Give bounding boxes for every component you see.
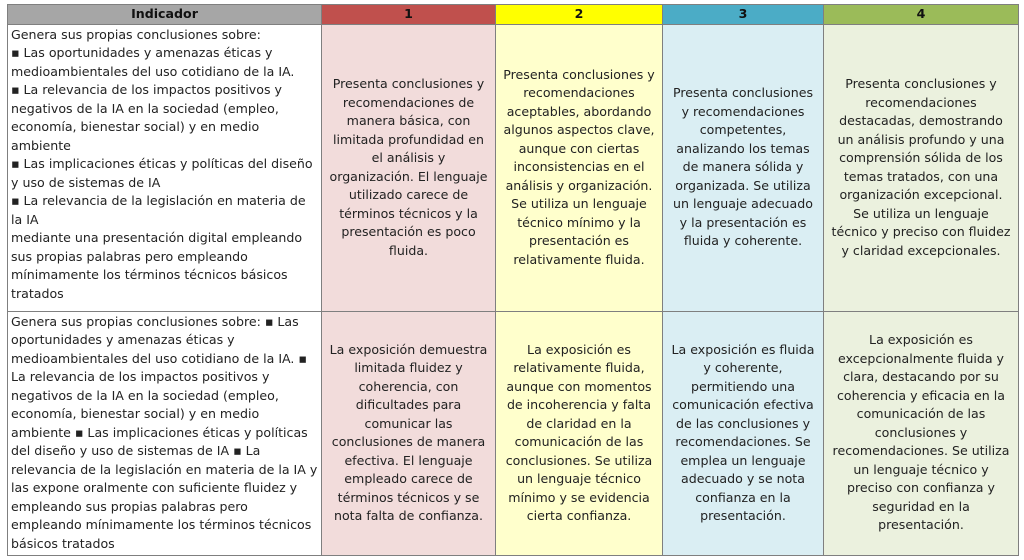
indicator-line: empleando mínimamente los términos técnicos — [11, 517, 312, 532]
header-level-1: 1 — [322, 5, 496, 25]
indicator-cell — [8, 311, 322, 555]
level-2-descriptor: Presenta conclusiones y recomendaciones aceptables, abordando algunos aspectos clave, aunque con ciertas inconsistencias en el análisis y organización. Se utiliza un lenguaje técnico mínimo y la presentación es relativamente fluida. — [496, 24, 663, 311]
level-1-descriptor: La exposición demuestra limitada fluidez y coherencia, con dificultades para comunicar las conclusiones de manera efectiva. El lenguaje empleado carece de términos técnicos y se nota falta de confianza. — [322, 311, 496, 555]
header-level-4: 4 — [824, 5, 1019, 25]
indicator-line: oportunidades y amenazas éticas y — [11, 332, 235, 347]
indicator-line: ▪ Las implicaciones éticas y políticas del diseño — [11, 156, 313, 171]
indicator-line: ambiente ▪ Las implicaciones éticas y políticas — [11, 424, 308, 440]
header-level-2: 2 — [496, 5, 663, 25]
indicator-line: ▪ Las oportunidades y amenazas éticas y — [11, 45, 273, 60]
level-4-descriptor: La exposición es excepcionalmente fluida y clara, destacando por su coherencia y eficacia en la comunicación de las conclusiones y recomendaciones. Se utiliza un lenguaje técnico y preciso con confianza y seguridad en la presentación. — [824, 311, 1019, 555]
indicator-line: ▪ La relevancia de los impactos positivos y — [11, 82, 282, 97]
indicator-line: la IA — [11, 211, 39, 227]
header-row — [8, 5, 1019, 25]
indicator-line: economía, bienestar social) y en medio — [11, 119, 260, 134]
level-2-descriptor: La exposición es relativamente fluida, aunque con momentos de incoherencia y falta de claridad en la comunicación de las conclusiones. Se utiliza un lenguaje técnico mínimo y se evidencia cierta confianza. — [496, 311, 663, 555]
indicator-line: La relevancia de los impactos positivos y — [11, 369, 270, 384]
indicator-line: y uso de sistemas de IA — [11, 174, 161, 190]
level-1-descriptor: Presenta conclusiones y recomendaciones de manera básica, con limitada profundidad en el análisis y organización. El lenguaje utilizado carece de términos técnicos y la presentación es poco fluida. — [322, 24, 496, 311]
indicator-line: las expone oralmente con suficiente fluidez y — [11, 480, 298, 495]
indicator-line: medioambientales del uso cotidiano de la IA. — [11, 63, 295, 79]
indicator-line: Genera sus propias conclusiones sobre: — [11, 26, 261, 42]
indicator-line: economía, bienestar social) y en medio — [11, 406, 260, 421]
rubric-table — [7, 4, 1019, 556]
indicator-line: medioambientales del uso cotidiano de la IA. ▪ — [11, 350, 307, 366]
indicator-line: negativos de la IA en la sociedad (empleo, — [11, 387, 279, 403]
indicator-line: mínimamente los términos técnicos básicos — [11, 267, 288, 282]
indicator-line: básicos tratados — [11, 535, 115, 551]
indicator-line: relevancia de la legislación en materia de la IA y — [11, 461, 318, 477]
rubric-row-oral-exposition — [8, 311, 1019, 555]
indicator-line: Genera sus propias conclusiones sobre: ▪ Las — [11, 313, 299, 329]
rubric-row-presentation — [8, 24, 1019, 311]
indicator-line: empleando sus propias palabras pero — [11, 498, 248, 514]
level-3-descriptor: La exposición es fluida y coherente, permitiendo una comunicación efectiva de las conclusiones y recomendaciones. Se emplea un lenguaje adecuado y se nota confianza en la presentación. — [663, 311, 824, 555]
indicator-line: ▪ La relevancia de la legislación en materia de — [11, 193, 306, 208]
indicator-line: sus propias palabras pero empleando — [11, 248, 248, 264]
indicator-line: tratados — [11, 285, 64, 301]
level-4-descriptor: Presenta conclusiones y recomendaciones destacadas, demostrando un análisis profundo y una comprensión sólida de los temas tratados, con una organización excepcional. Se utiliza un lenguaje técnico y preciso con fluidez y claridad excepcionales. — [824, 24, 1019, 311]
header-level-3: 3 — [663, 5, 824, 25]
header-indicador: Indicador — [8, 5, 322, 25]
indicator-cell — [8, 24, 322, 311]
indicator-line: negativos de la IA en la sociedad (empleo, — [11, 100, 279, 116]
indicator-line: mediante una presentación digital empleando — [11, 230, 303, 245]
level-3-descriptor: Presenta conclusiones y recomendaciones competentes, analizando los temas de manera sólida y organizada. Se utiliza un lenguaje adecuado y la presentación es fluida y coherente. — [663, 24, 824, 311]
indicator-line: del diseño y uso de sistemas de IA ▪ La — [11, 443, 261, 458]
indicator-line: ambiente — [11, 137, 71, 153]
